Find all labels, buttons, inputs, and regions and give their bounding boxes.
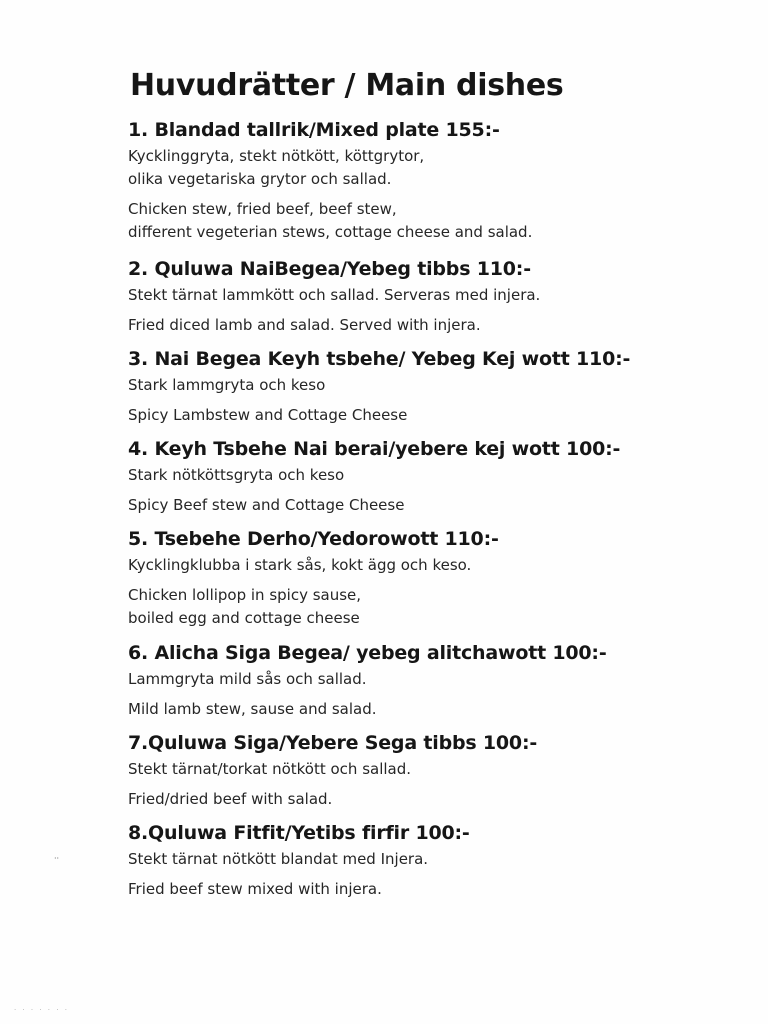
description-line: Chicken lollipop in spicy sause, [128, 586, 362, 604]
description-line: boiled egg and cottage cheese [128, 609, 360, 627]
dish-description-sv [128, 848, 748, 871]
dish-description-sv [128, 668, 748, 691]
dish-description-en [128, 494, 748, 517]
dish-name: 8.Quluwa Fitfit/Yetibs firfir 100:- [128, 822, 470, 844]
dish-description-en [128, 314, 748, 337]
dish-name: 5. Tsebehe Derho/Yedorowott 110:- [128, 528, 499, 550]
dish-item [128, 436, 748, 517]
dish-description-sv [128, 145, 748, 191]
dish-name: 3. Nai Begea Keyh tsbehe/ Yebeg Kej wott 110:- [128, 348, 631, 370]
description-line: Mild lamb stew, sause and salad. [128, 700, 377, 718]
dish-item [128, 526, 748, 630]
scan-speck: · · · · · · · [14, 1006, 69, 1014]
dish-description-en [128, 788, 748, 811]
dish-item [128, 640, 748, 721]
description-line: Stekt tärnat/torkat nötkött och sallad. [128, 760, 412, 778]
page-title: Huvudrätter / Main dishes [130, 68, 564, 103]
dish-item [128, 346, 748, 427]
dish-description-en [128, 198, 748, 244]
dish-description-sv [128, 758, 748, 781]
description-line: Spicy Beef stew and Cottage Cheese [128, 496, 405, 514]
dish-description-sv [128, 284, 748, 307]
description-line: Stark nötköttsgryta och keso [128, 466, 345, 484]
description-line: Stekt tärnat lammkött och sallad. Serveras med injera. [128, 286, 541, 304]
description-line: Fried diced lamb and salad. Served with injera. [128, 316, 481, 334]
scan-speck: ·· [54, 854, 60, 863]
description-line: Stekt tärnat nötkött blandat med Injera. [128, 850, 429, 868]
description-line: Spicy Lambstew and Cottage Cheese [128, 406, 408, 424]
description-line: different vegeterian stews, cottage cheese and salad. [128, 223, 533, 241]
description-line: Lammgryta mild sås och sallad. [128, 670, 367, 688]
description-line: Kycklinggryta, stekt nötkött, köttgrytor, [128, 147, 425, 165]
dish-description-sv [128, 464, 748, 487]
dish-description-sv [128, 374, 748, 397]
dish-description-en [128, 404, 748, 427]
dish-name: 2. Quluwa NaiBegea/Yebeg tibbs 110:- [128, 258, 531, 280]
dish-name: 4. Keyh Tsbehe Nai berai/yebere kej wott 100:- [128, 438, 621, 460]
description-line: Fried/dried beef with salad. [128, 790, 333, 808]
dish-item [128, 730, 748, 811]
description-line: Fried beef stew mixed with injera. [128, 880, 382, 898]
dish-item [128, 117, 748, 244]
description-line: Kycklingklubba i stark sås, kokt ägg och keso. [128, 556, 472, 574]
dish-description-sv [128, 554, 748, 577]
dish-description-en [128, 698, 748, 721]
dish-item [128, 820, 748, 901]
description-line: Stark lammgryta och keso [128, 376, 326, 394]
dish-name: 1. Blandad tallrik/Mixed plate 155:- [128, 119, 500, 141]
description-line: olika vegetariska grytor och sallad. [128, 170, 392, 188]
dish-description-en [128, 878, 748, 901]
dish-item [128, 256, 748, 337]
dish-name: 7.Quluwa Siga/Yebere Sega tibbs 100:- [128, 732, 538, 754]
dish-name: 6. Alicha Siga Begea/ yebeg alitchawott 100:- [128, 642, 607, 664]
dish-description-en [128, 584, 748, 630]
description-line: Chicken stew, fried beef, beef stew, [128, 200, 397, 218]
